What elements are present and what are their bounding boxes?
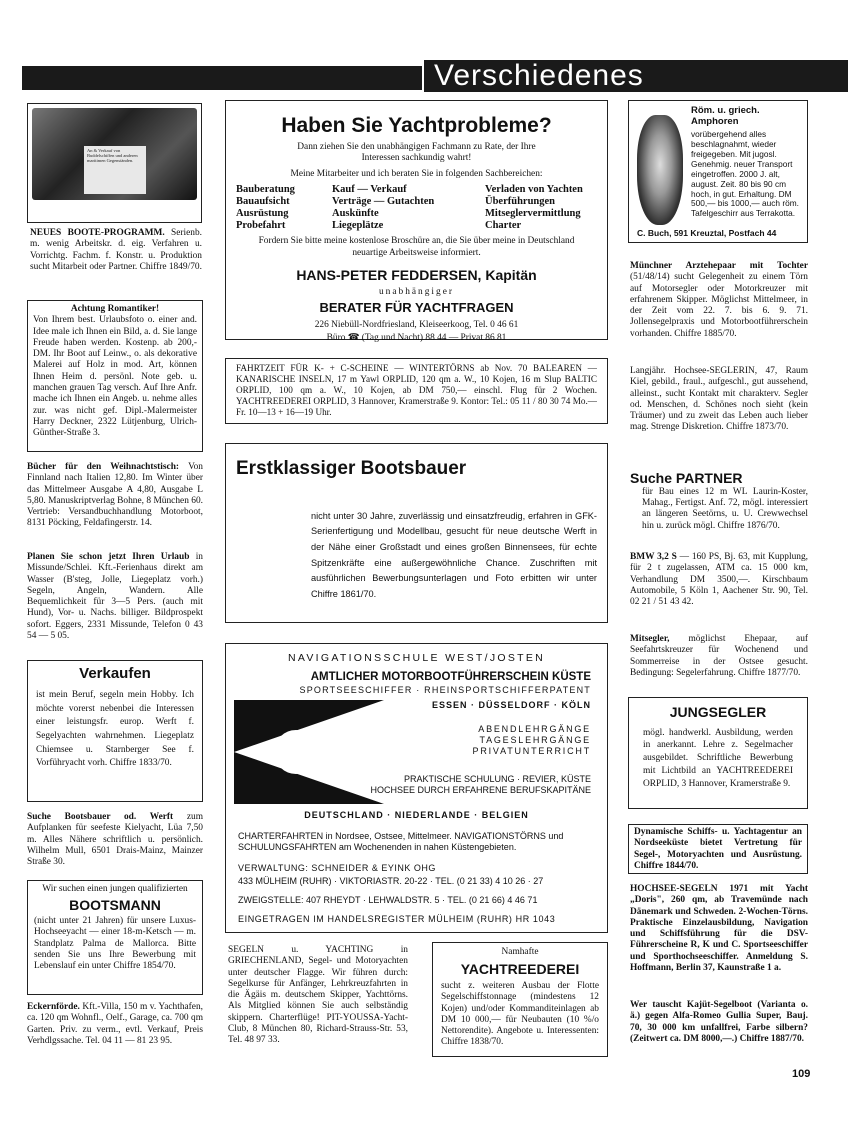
ad-erstklassiger-bootsbauer	[225, 443, 608, 623]
ship-wheel-icon	[274, 730, 318, 774]
ad-intro: Wir suchen einen jungen qualifizierten	[42, 884, 188, 894]
ad-head: Verkaufen	[79, 665, 151, 682]
ad-intro: Namhafte	[501, 947, 539, 957]
ad-head: Röm. u. griech. Amphoren	[691, 105, 760, 128]
ad-head: Langjähr. Hochsee-SEGLERIN,	[630, 366, 758, 376]
ad-body: in Missunde/Schlei. Kft.-Ferienhaus direkt am Wasser (B'steg, Jolle, Liegeplatz vorh.) Segeln, Angeln, Wandern. Alle Bequemlichkeit für 3—5 Pers. (auch mit Hund), Vor- u. Nachs. billiger. Bildprospekt sofort. Eggers, 2331 Missunde, Telefon 0 43 54 — 5 05.	[27, 552, 203, 641]
ad-head: Suche PARTNER	[630, 470, 743, 486]
ad-navigationsschule	[225, 643, 608, 933]
ad-body: Von Finnland nach Italien 12,80. Im Winter über das Mittelmeer Ausgabe A 4,80, Ausgabe L 5,80. Manuskriptverlag Bohne, 8 München 60. Vertrieb: Versandbuchhandlung Motorboot, 8131 Pöcking, Feldafingerstr. 14.	[27, 462, 203, 529]
course-item: TAGESLEHRGÄNGE	[479, 734, 591, 745]
ad-mitsegler	[630, 634, 808, 679]
ad-body: mögl. handwerkl. Ausbildung, werden in anerkannt. Lehre z. Segelmacher ausgebildet. Schriftliche Bewerbung mit Lichtbild an YACHTREEDEREI ORPLID, 3 Hannover, Kramerstraße 9.	[643, 727, 793, 789]
ad-romantiker	[27, 300, 203, 452]
service-item: Mitseglervermittlung	[485, 208, 581, 220]
service-item: Kauf — Verkauf	[332, 184, 407, 196]
ad-head: Planen Sie schon jetzt Ihren Urlaub	[27, 552, 190, 562]
ad-boote-programm	[30, 228, 202, 273]
amphora-image	[637, 115, 683, 225]
ad-griechenland: SEGELN u. YACHTING in GRIECHENLAND, Segel- und Motoryachten unter deutscher Flagge. Wir führen durch: Segelkurse für Anfänger, Lehrkreuzfahrten in die Ägäis m. deutschem Skipper, Yachttörns. Als Mitglied können Sie auch selbständig skippern. Charterflüge! PIT-YOUSSA-Yacht-Club, 8 München 80, Richard-Strauss-Str. 53, Tel. 48 97 33.	[228, 945, 408, 1046]
charter-text: CHARTERFAHRTEN in Nordsee, Ostsee, Mittelmeer. NAVIGATIONSTÖRNS und SCHULUNGSFAHRTEN am Wochenenden in nahen Küstengebieten.	[238, 830, 564, 852]
service-item: Verträge — Gutachten	[332, 196, 435, 208]
ad-brochure-text: Fordern Sie bitte meine kostenlose Broschüre an, die Sie über meine in Deutschland neuartige Arbeitsweise informiert.	[258, 236, 575, 258]
ad-head: Münchner Arztehepaar mit Tochter	[630, 261, 808, 271]
ad-amphoren	[628, 100, 808, 243]
service-item: Überführungen	[485, 196, 556, 208]
service-item: Bauaufsicht	[236, 196, 290, 208]
course-item: PRIVATUNTERRICHT	[472, 745, 591, 756]
ad-feddersen	[225, 100, 608, 343]
ad-schiffsagentur: Dynamische Schiffs- u. Yachtagentur an Nordseeküste bietet Vertretung für Segel-, Motoryachten und Ausrüstung. Chiffre 1844/70.	[628, 824, 808, 874]
register-line: EINGETRAGEN IM HANDELSREGISTER MÜLHEIM (RUHR) HR 1043	[238, 913, 556, 924]
ad-body: für Bau eines 12 m WL Laurin-Koster, Mahag., Fertigst. Anf. 72, mögl. interessiert an längeren Seetörns, u. U. Crewwechsel hin u. zurück mögl. Chiffre 1876/70.	[642, 486, 808, 531]
course-subtitle: SPORTSEESCHIFFER · RHEINSPORTSCHIFFERPATENT	[299, 685, 591, 696]
ad-role: BERATER FÜR YACHTFRAGEN	[319, 299, 514, 315]
course-title: AMTLICHER MOTORBOOTFÜHRERSCHEIN KÜSTE	[310, 670, 591, 683]
ad-head: Mitsegler,	[630, 634, 670, 644]
ad-head: Erstklassiger Bootsbauer	[236, 458, 467, 479]
service-item: Probefahrt	[236, 220, 286, 232]
ad-body: nicht unter 30 Jahre, zuverlässig und einsatzfreudig, erfahren in GFK-Serienfertigung und Modellbau, gesucht für neue deutsche Werft in der Nähe einer Großstadt und eines großen Binnensees, für echte Spitzenkräfte eine außergewöhnliche Chance. Zuschriften mit ausführlichen Bewerbungsunterlagen und Foto erbitten wir unter Chiffre 1861/70.	[311, 510, 597, 599]
ad-body: Kft.-Villa, 150 m v. Yachthafen, ca. 120 qm Wohnfl., Oelf., Garage, ca. 700 qm Garten. Priv. zu verm., evtl. Verkauf, Preis Verhdlgssache. Tel. 04 11 — 81 23 95.	[27, 1002, 204, 1046]
header-bar	[22, 66, 422, 90]
service-item: Liegeplätze	[332, 220, 384, 232]
ship-in-bottle-image	[32, 108, 197, 200]
countries: DEUTSCHLAND · NIEDERLANDE · BELGIEN	[304, 810, 529, 821]
ad-head: Bücher für den Weihnachtstisch:	[27, 462, 180, 472]
service-item: Bauberatung	[236, 184, 295, 196]
ad-name: HANS-PETER FEDDERSEN, Kapitän	[296, 266, 537, 283]
training-text	[370, 774, 591, 796]
branch-address: ZWEIGSTELLE: 407 RHEYDT · LEHWALDSTR. 5 · TEL. (0 21 66) 4 46 71	[238, 895, 538, 906]
ad-body: vorübergehend alles beschlagnahmt, wieder freigegeben. Mit jugosl. Genehmig. neuer Transport eingetroffen. 2000 J. alt, august. Zeit. 80 bis 90 cm hoch, in gut. Erhaltung. DM 500,— bis 1000,— auch röm. Tafelgeschirr aus Terrakotta.	[691, 128, 799, 219]
ad-verkaufen	[27, 660, 203, 802]
ad-head: Eckernförde.	[27, 1002, 80, 1012]
ad-werft	[27, 812, 203, 868]
service-item: Auskünfte	[332, 208, 379, 220]
service-item: Verladen von Yachten	[485, 184, 583, 196]
ad-body: möglichst Ehepaar, auf Seefahrtskreuzer für Wochenend und Sommerreise in der Ostsee gesucht. Bedingung: Segelerfahrung. Chiffre 1877/70.	[630, 634, 809, 678]
ad-body: — 160 PS, Bj. 63, mit Kupplung, für 2 t zugelassen, ATM ca. 15 000 km, Verhandlung DM 3500,—. Kirschbaum Automobile, 5 Köln 1, Aachener Str. 90, Tel. 02 21 / 51 43 42.	[630, 552, 808, 608]
ad-head: Achtung Romantiker!	[70, 304, 160, 314]
ad-address: C. Buch, 591 Kreuztal, Postfach 44	[637, 227, 777, 238]
training-line: HOCHSEE DURCH ERFAHRENE BERUFSKAPITÄNE	[370, 784, 591, 795]
ad-body: Serienb. m. wenig Arbeitskr. d. eig. Verfahren u. Vorrichtg. Fachm. f. Konstr. u. Produktion sucht Mitarbeit oder Partner. Chiffre 1849/70.	[30, 228, 202, 272]
course-list	[473, 724, 591, 756]
ad-orplid-wintertoerns: FAHRTZEIT FÜR K- + C-SCHEINE — WINTERTÖRNS ab Nov. 70 BALEAREN — KANARISCHE INSELN, 17 m Yawl ORPLID, 120 qm a. W., 10 Kojen, 16 m Slup BALTIC ORPLID, 100 qm a. W., 10 Kojen, ab DM 750,— einschl. Flug für 2 Wochen. YACHTREEDEREI ORPLID, 3 Hannover, Kramerstraße 9. Kontor: Tel.: 05 11 / 80 30 74 Mo.—Fr. 10—13 + 16—19 Uhr.	[225, 358, 608, 424]
ad-services-intro: Meine Mitarbeiter und ich beraten Sie in folgenden Sachbereichen:	[290, 168, 543, 179]
service-item: Charter	[485, 220, 522, 232]
ad-head: NEUES BOOTE-PROGRAMM.	[30, 228, 165, 238]
ad-body: ist mein Beruf, segeln mein Hobby. Ich möchte vorerst nebenbei die Interessen einer leistungsfr. europ. Werft f. Segelyachten wahrnehmen. Liegeplatz Chiemsee u. Starnberger See f. Vorführyacht vorh. Chiffre 1833/70.	[36, 690, 194, 769]
ad-head: Suche Bootsbauer od. Werft	[27, 812, 174, 822]
ad-body: 47, Raum Kiel, gebild., fraul., aufgeschl., gut aussehend, alleinst., sucht Kontakt mit charakterv. Segler od. Menschen, d. Schönes noch sieht (kein Träumer) und zu zweit das Leben auch lieber mag. Strenge Diskretion. Chiffre 1873/70.	[630, 366, 808, 433]
admin-line: VERWALTUNG: SCHNEIDER & EYINK OHG	[238, 862, 436, 873]
ad-intro: Dann ziehen Sie den unabhängigen Fachmann zu Rate, der Ihre Interessen sachkundig wahrt!	[297, 142, 536, 164]
ad-head: BOOTSMANN	[69, 897, 161, 914]
ad-yachtreederei	[432, 942, 608, 1057]
ad-partner	[630, 470, 808, 532]
ad-bmw	[630, 552, 808, 608]
admin-address: 433 MÜLHEIM (RUHR) · VIKTORIASTR. 20-22 · TEL. (0 21 33) 4 10 26 · 27	[238, 876, 544, 887]
ad-head: BMW 3,2 S	[630, 552, 677, 562]
ad-body: Von Ihrem best. Urlaubsfoto o. einer and. Idee male ich Ihnen ein Bild, a. d. Sie lange Freude haben werden. Kostenp. ab 200,-DM. Ihr Boot auf Leinw., o. als dekorative Malerei auf Holz in mod. Art, können Ihnen Heim d. persönl. Note geb. u. manchen grauen Tag versch. Auf Ihre Anfr. mache ich Ihnen ein Angeb. u. nehme alles zur. was nicht gef. Dipl.-Malermeister Harry Deckner, 2322 Lütjenburg, Ulrich-Günther-Straße 3.	[33, 315, 198, 439]
school-name: NAVIGATIONSSCHULE WEST/JOSTEN	[287, 652, 546, 664]
cities: ESSEN · DÜSSELDORF · KÖLN	[431, 700, 591, 711]
ad-tausch: Wer tauscht Kajüt-Segelboot (Varianta o. ä.) gegen Alfa-Romeo Gullia Super, Bauj. 70, 30 000 km unfallfrei, Farbe silbern? (Zeitwert ca. DM 8000,—.) Chiffre 1887/70.	[630, 1000, 808, 1044]
ad-buecher	[27, 462, 203, 530]
course-item: ABENDLEHRGÄNGE	[478, 724, 591, 735]
ad-title: Haben Sie Yachtprobleme?	[281, 114, 552, 137]
services-grid	[236, 184, 597, 232]
ad-jungsegler	[628, 697, 808, 809]
ad-address: 226 Niebüll-Nordfriesland, Kleiseerkoog, Tel. 0 46 61	[314, 319, 519, 330]
ad-head: JUNGSEGLER	[669, 704, 767, 720]
ad-body: zum Aufplanken für seefeste Kielyacht, Lüa 7,50 m. Alles Nähere schriftlich u. persönlich. Wilhelm Mull, 6501 Drais-Mainz, Mainzer Straße 30.	[27, 812, 203, 868]
ad-phone: Büro ☎ (Tag und Nacht) 88 44 — Privat 86 81	[326, 332, 507, 343]
training-line: PRAKTISCHE SCHULUNG · REVIER, KÜSTE	[403, 774, 591, 785]
ad-eckernfoerde	[27, 1002, 203, 1047]
ad-body: (51/48/14) sucht Gelegenheit zu einem Törn auf Motorsegler oder Motorkreuzer mit erfahrenem Skipper. Möglichst Mittelmeer, in der Zeit vom 22. 7. bis 6. 9. 71. Jollensegelpraxis und Motorbootführerschein vorhanden. Chiffre 1885/70.	[630, 272, 808, 339]
ad-seglerin	[630, 366, 808, 434]
section-title: Verschiedenes	[424, 60, 848, 92]
ad-arztehepaar	[630, 261, 808, 340]
image-caption: An & Verkauf von Buddelschiffen und anderen maritimen Gegenständen.	[84, 146, 146, 194]
ad-bootsmann	[27, 880, 203, 995]
page-number: 109	[792, 1068, 811, 1080]
service-item: Ausrüstung	[236, 208, 289, 220]
ad-head: YACHTREEDEREI	[460, 961, 580, 978]
ad-body: (nicht unter 21 Jahren) für unsere Luxus-Hochseeyacht — einer 18-m-Ketsch — m. Standplatz Palma de Mallorca. Bitte senden Sie uns Ihre Bewerbung mit Lebenslauf ein unter Chiffre 1854/70.	[34, 916, 196, 972]
buddelschiff-ad	[27, 103, 202, 223]
ad-urlaub	[27, 552, 203, 642]
ad-body: sucht z. weiteren Ausbau der Flotte Segelschiffstonnage (mindestens 12 Kojen) und/oder Kommanditeinlagen ab DM 10 000,— für Neubauten (10 %/o Nettorendite). Angebote u. Interessenten: Chiffre 1838/70.	[441, 981, 599, 1048]
ad-subtitle: unabhängiger	[378, 286, 455, 297]
ad-hochsee-segeln: HOCHSEE-SEGELN 1971 mit Yacht „Doris", 260 qm, ab Travemünde nach Dänemark und Schweden. 2-Wochen-Törns. Praktische Einzelausbildung, Navigation und Schiffsführung für die DSV-Führerscheine R, K und C. Sportseeschiffer und Sporthochseeschiffer. Anmeldung S. Hoffmann, Berlin 37, Kaunstraße 1 a.	[630, 884, 808, 973]
